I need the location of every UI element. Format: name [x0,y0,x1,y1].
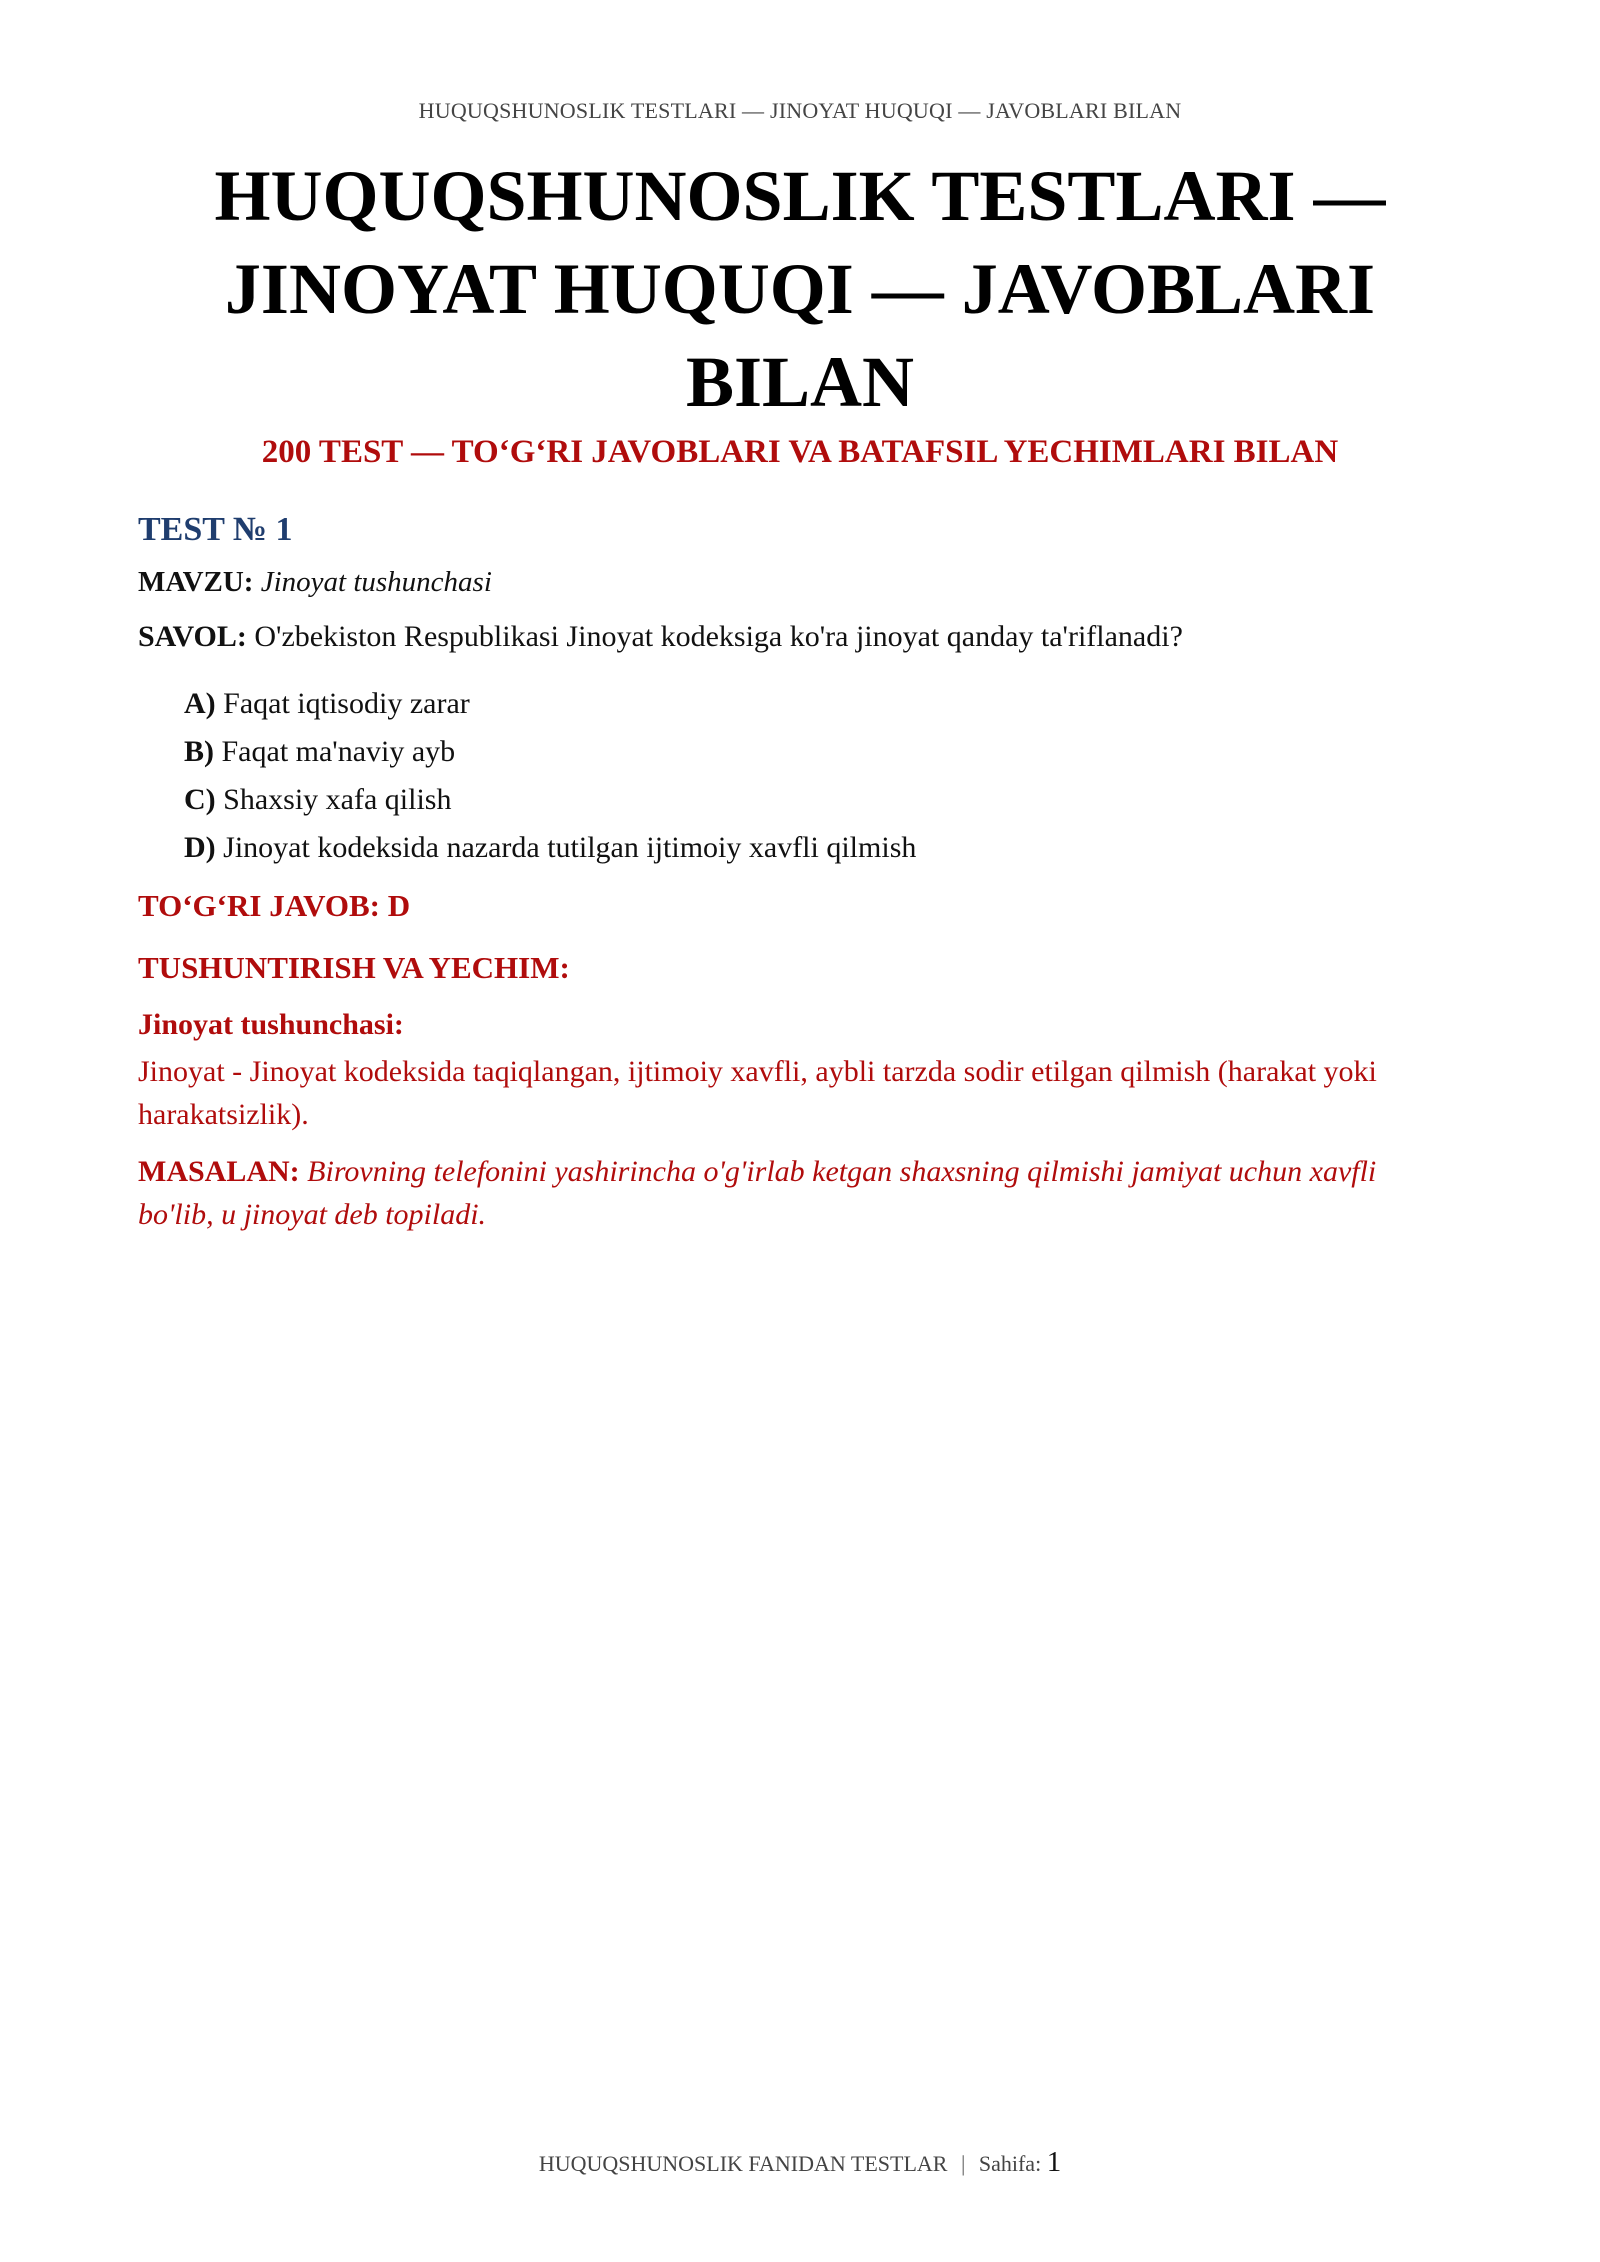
running-header: HUQUQSHUNOSLIK TESTLARI — JINOYAT HUQUQI — JAVOBLARI BILAN [418,98,1182,123]
page-number: 1 [1046,2146,1062,2178]
option-a [184,680,1438,728]
correct-answer: TO‘G‘RI JAVOB: D [138,888,411,923]
option-text: Faqat iqtisodiy zarar [223,687,470,720]
topic-value: Jinoyat tushunchasi [260,566,492,598]
option-letter: C) [184,783,216,816]
test-number: TEST № 1 [138,511,293,548]
page-label: Sahifa: [978,2151,1042,2176]
option-letter: A) [184,687,216,720]
example-text: Birovning telefonini yashirincha o'g'irlab ketgan shaxsning qilmishi jamiyat uchun xavfli bo'lib, u jinoyat deb topiladi. [138,1155,1377,1231]
topic-label: MAVZU: [138,566,254,598]
concept-heading: Jinoyat tushunchasi: [138,1008,404,1041]
option-letter: D) [184,831,216,864]
example-paragraph [138,1150,1438,1236]
page-footer [0,2146,1600,2179]
concept-text: Jinoyat - Jinoyat kodeksida taqiqlangan, ijtimoiy xavfli, aybli tarzda sodir etilgan qilmish (harakat yoki harakatsizlik). [138,1055,1377,1131]
test-block [138,508,1438,1236]
document-subtitle: 200 TEST — TO‘G‘RI JAVOBLARI VA BATAFSIL YECHIMLARI BILAN [261,434,1339,470]
option-b [184,728,1438,776]
explanation-heading: TUSHUNTIRISH VA YECHIM: [138,950,570,985]
answer-options [138,680,1438,872]
document-title: HUQUQSHUNOSLIK TESTLARI — JINOYAT HUQUQI — JAVOBLARI BILAN [214,156,1386,422]
option-text: Jinoyat kodeksida nazarda tutilgan ijtimoiy xavfli qilmish [223,831,917,864]
topic-line [138,562,1438,602]
option-text: Shaxsiy xafa qilish [223,783,452,816]
question-label: SAVOL: [138,620,247,653]
question-text: O'zbekiston Respublikasi Jinoyat kodeksiga ko'ra jinoyat qanday ta'riflanadi? [254,620,1183,653]
option-letter: B) [184,735,214,768]
question-line [138,616,1438,658]
option-text: Faqat ma'naviy ayb [221,735,456,768]
option-d [184,824,1438,872]
example-label: MASALAN: [138,1155,300,1188]
footer-text: HUQUQSHUNOSLIK FANIDAN TESTLAR [538,2151,948,2176]
footer-separator: | [960,2151,966,2176]
option-c [184,776,1438,824]
